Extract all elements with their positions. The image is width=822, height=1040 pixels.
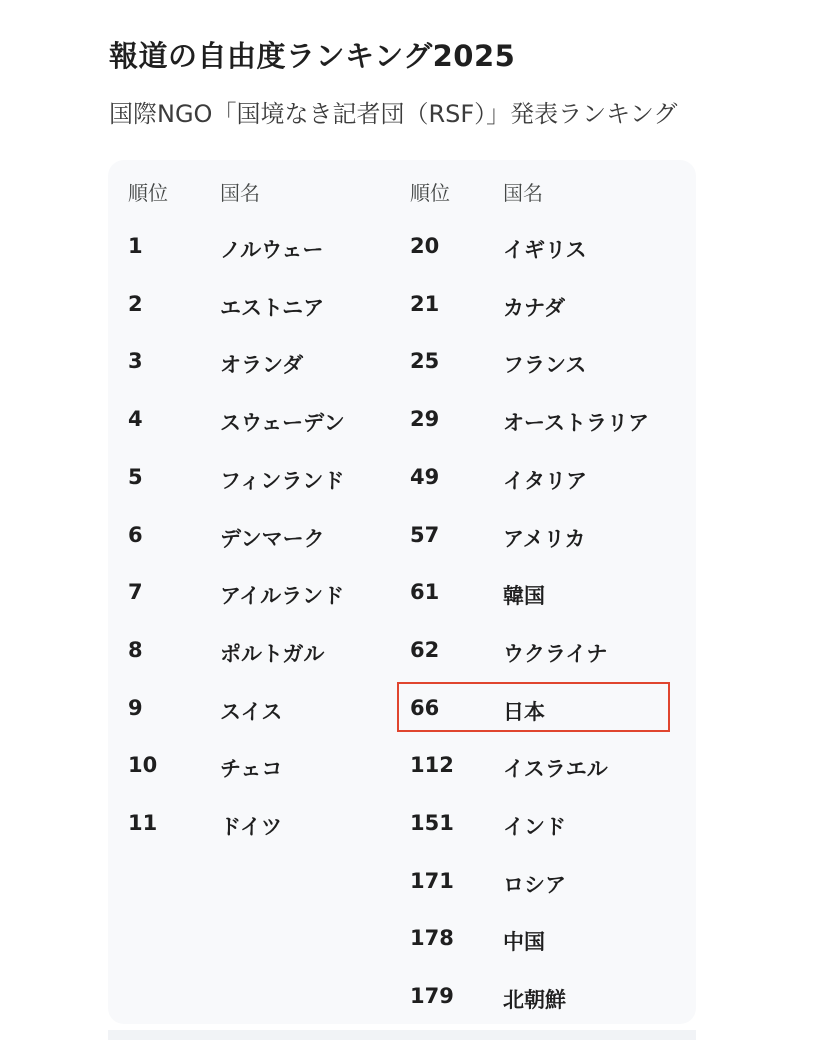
rank-cell: 62: [410, 638, 440, 662]
country-cell: ロシア: [503, 873, 566, 897]
country-cell: カナダ: [503, 296, 565, 320]
rank-cell: 171: [410, 869, 454, 893]
page-title: 報道の自由度ランキング2025: [109, 39, 516, 73]
country-cell: イギリス: [503, 238, 587, 262]
country-cell: アメリカ: [503, 527, 586, 551]
rank-cell: 2: [128, 292, 143, 316]
rank-cell: 61: [410, 580, 440, 604]
country-cell: エストニア: [220, 296, 325, 320]
country-cell: チェコ: [220, 757, 283, 781]
next-card-edge: [108, 1030, 696, 1040]
rank-cell: 9: [128, 696, 143, 720]
rank-cell: 8: [128, 638, 143, 662]
header-rank-right: 順位: [410, 181, 450, 205]
rank-cell: 112: [410, 753, 454, 777]
country-cell: デンマーク: [220, 527, 325, 551]
country-cell: 北朝鮮: [503, 988, 566, 1012]
rank-cell: 1: [128, 234, 143, 258]
country-cell: スイス: [220, 700, 283, 724]
header-country-right: 国名: [503, 181, 543, 205]
rank-cell: 25: [410, 349, 440, 373]
country-cell: オランダ: [220, 353, 304, 377]
rank-cell: 20: [410, 234, 440, 258]
rank-cell: 7: [128, 580, 143, 604]
rank-cell: 5: [128, 465, 143, 489]
country-cell: ノルウェー: [220, 238, 324, 262]
country-cell: 韓国: [503, 584, 545, 608]
country-cell: オーストラリア: [503, 411, 649, 435]
country-cell: インド: [503, 815, 566, 839]
country-cell: ドイツ: [220, 815, 282, 839]
country-cell: フランス: [503, 353, 587, 377]
header-country-left: 国名: [220, 181, 260, 205]
rank-cell: 178: [410, 926, 454, 950]
country-cell: イスラエル: [503, 757, 608, 781]
rank-cell: 3: [128, 349, 143, 373]
header-rank-left: 順位: [128, 181, 168, 205]
country-cell: スウェーデン: [220, 411, 345, 435]
rank-cell: 11: [128, 811, 158, 835]
rank-cell: 10: [128, 753, 158, 777]
rank-cell: 49: [410, 465, 440, 489]
rank-cell: 57: [410, 523, 440, 547]
country-cell: 中国: [503, 930, 545, 954]
rank-cell: 151: [410, 811, 454, 835]
rank-cell: 6: [128, 523, 143, 547]
rank-cell: 21: [410, 292, 440, 316]
rank-cell: 4: [128, 407, 143, 431]
ranking-table: [108, 160, 696, 1024]
country-cell: 日本: [503, 700, 545, 724]
country-cell: アイルランド: [220, 584, 345, 608]
page-subtitle: 国際NGO「国境なき記者団（RSF）」発表ランキング: [109, 100, 678, 128]
japan-highlight-box: [397, 682, 670, 732]
country-cell: イタリア: [503, 469, 587, 493]
rank-cell: 179: [410, 984, 454, 1008]
country-cell: ポルトガル: [220, 642, 325, 666]
rank-cell: 66: [410, 696, 440, 720]
rank-cell: 29: [410, 407, 440, 431]
country-cell: ウクライナ: [503, 642, 608, 666]
country-cell: フィンランド: [220, 469, 345, 493]
